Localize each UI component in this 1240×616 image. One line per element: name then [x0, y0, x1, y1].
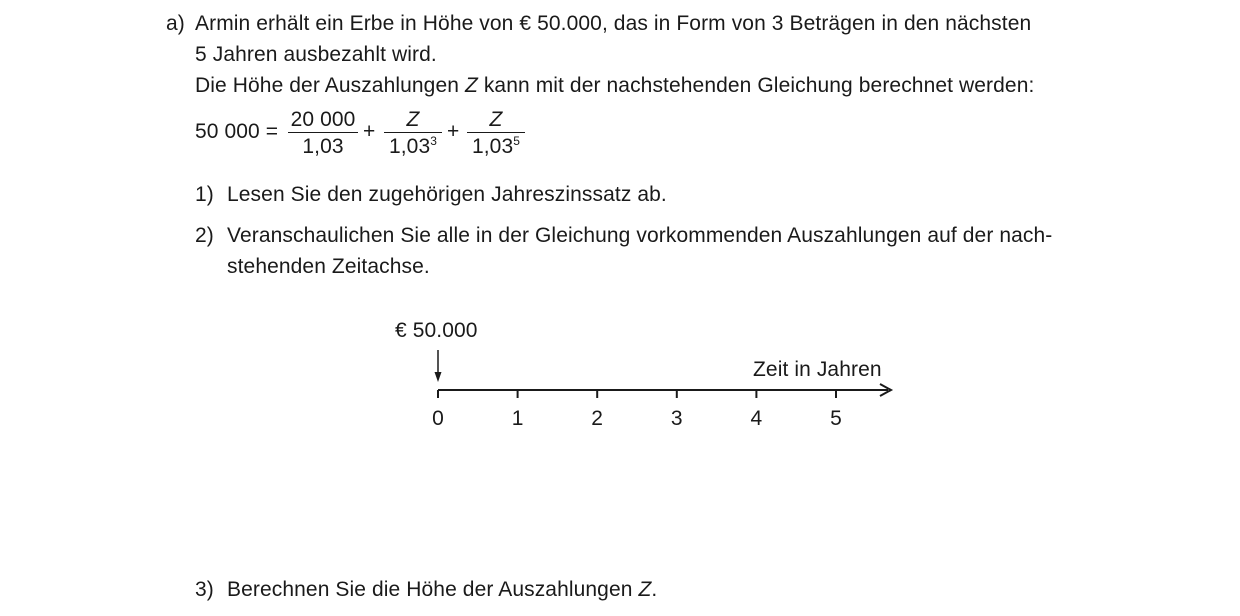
- fraction-2-den-base: 1,03: [388, 135, 431, 158]
- fraction-1-numerator: 20 000: [290, 108, 356, 131]
- tick-label-0: 0: [432, 407, 444, 430]
- question-1-text: Lesen Sie den zugehörigen Jahreszinssatz ab.: [227, 183, 667, 206]
- variable-z: Z: [464, 74, 478, 97]
- tick-label-4: 4: [750, 407, 763, 430]
- fraction-3: [467, 107, 525, 157]
- question-1-number: 1): [195, 183, 214, 206]
- intro-line-3: [195, 75, 1034, 96]
- fraction-3-den-exponent: 5: [513, 134, 521, 148]
- tick-label-1: 1: [511, 407, 524, 430]
- fraction-2-den-exponent: 3: [430, 134, 438, 148]
- fraction-2-numerator: Z: [406, 108, 420, 131]
- fraction-3-denominator: [467, 136, 525, 157]
- timeline-amount-label: € 50.000: [395, 319, 478, 342]
- fraction-1-denominator: 1,03: [302, 135, 344, 158]
- payment-arrowhead: [435, 372, 442, 382]
- intro-line-1: Armin erhält ein Erbe in Höhe von € 50.000, das in Form von 3 Beträgen in den nächsten: [195, 12, 1032, 35]
- question-2-number: 2): [195, 224, 214, 247]
- question-3-text: [227, 579, 657, 600]
- intro-line-3-pre: Die Höhe der Auszahlungen: [195, 74, 465, 97]
- question-2-text-line-2: stehenden Zeitachse.: [227, 255, 430, 278]
- question-2-text-line-1: Veranschaulichen Sie alle in der Gleichung vorkommenden Auszahlungen auf der nach-: [227, 224, 1053, 247]
- fraction-3-den-base: 1,03: [471, 135, 514, 158]
- tick-label-3: 3: [670, 407, 683, 430]
- question-3-text-pre: Berechnen Sie die Höhe der Auszahlungen: [227, 578, 639, 601]
- plus-sign-1: +: [363, 120, 376, 143]
- part-label: a): [166, 12, 185, 35]
- intro-line-3-post: kann mit der nachstehenden Gleichung berechnet werden:: [477, 74, 1035, 97]
- question-3-number: 3): [195, 578, 214, 601]
- question-3-text-post: .: [651, 578, 658, 601]
- equation-lhs: 50 000 =: [195, 120, 279, 143]
- timeline-axis-label: Zeit in Jahren: [753, 358, 882, 381]
- question-3-variable-z: Z: [638, 578, 652, 601]
- fraction-2: [384, 107, 442, 157]
- tick-label-2: 2: [591, 407, 604, 430]
- fraction-2-denominator: [384, 136, 442, 157]
- timeline-diagram: [380, 310, 920, 440]
- fraction-1-bar: [288, 132, 358, 133]
- tick-label-5: 5: [830, 407, 842, 430]
- fraction-1: [288, 107, 358, 157]
- plus-sign-2: +: [447, 120, 460, 143]
- intro-line-2: 5 Jahren ausbezahlt wird.: [195, 43, 437, 66]
- fraction-3-numerator: Z: [489, 108, 503, 131]
